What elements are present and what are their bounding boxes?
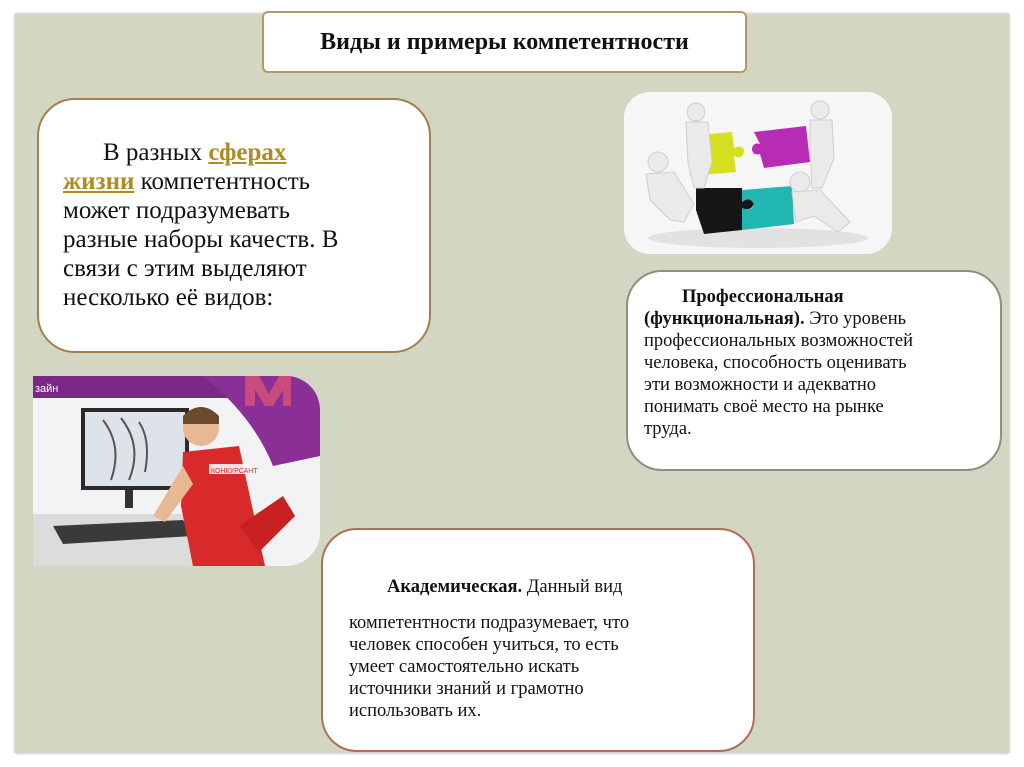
academic-text-1: Данный вид bbox=[522, 577, 623, 597]
slide-title bbox=[262, 11, 747, 73]
intro-line-1 bbox=[63, 138, 407, 167]
professional-line-1 bbox=[644, 286, 982, 308]
shirt-text: КОНКУРСАНТ bbox=[211, 468, 258, 475]
intro-line-3: может подразумевать bbox=[63, 197, 291, 224]
title-text: Виды и примеры компетентности bbox=[320, 28, 689, 55]
academic-heading: Академическая. bbox=[387, 577, 523, 597]
intro-line-4: разные наборы качеств. В bbox=[63, 226, 339, 253]
intro-line-5: связи с этим выделяют bbox=[63, 255, 307, 282]
academic-line-4: умеет самостоятельно искать bbox=[349, 657, 580, 677]
banner-text: зайн bbox=[35, 383, 59, 395]
link-life[interactable]: жизни bbox=[63, 168, 135, 195]
puzzle-people-image bbox=[624, 92, 892, 254]
professional-box bbox=[626, 270, 1002, 471]
intro-line-2 bbox=[63, 167, 407, 196]
intro-text-after: компетентность bbox=[134, 168, 311, 195]
worker-at-drawing-tablet-image bbox=[33, 376, 320, 566]
academic-line-5: источники знаний и грамотно bbox=[349, 679, 584, 699]
worker-photo bbox=[33, 376, 320, 566]
professional-line-3: профессиональных возможностей bbox=[644, 331, 913, 351]
intro-text-before: В разных bbox=[103, 139, 209, 166]
professional-line-2 bbox=[644, 308, 982, 330]
intro-line-6: несколько её видов: bbox=[63, 284, 274, 311]
slide bbox=[15, 14, 1009, 753]
intro-box bbox=[37, 98, 431, 353]
academic-line-3: человек способен учиться, то есть bbox=[349, 635, 619, 655]
academic-line-1 bbox=[349, 576, 733, 598]
academic-line-2: компетентности подразумевает, что bbox=[349, 613, 630, 633]
professional-heading-2: (функциональная). bbox=[644, 309, 805, 329]
professional-text-1: Это уровень bbox=[804, 309, 907, 329]
academic-line-6: использовать их. bbox=[349, 701, 482, 721]
puzzle-illustration bbox=[624, 92, 892, 254]
professional-line-6: понимать своё место на рынке bbox=[644, 397, 884, 417]
academic-box bbox=[321, 528, 755, 752]
link-spheres[interactable]: сферах bbox=[208, 139, 287, 166]
professional-line-7: труда. bbox=[644, 419, 692, 439]
professional-line-5: эти возможности и адекватно bbox=[644, 375, 876, 395]
professional-line-4: человека, способность оценивать bbox=[644, 353, 907, 373]
professional-heading: Профессиональная bbox=[682, 287, 844, 307]
